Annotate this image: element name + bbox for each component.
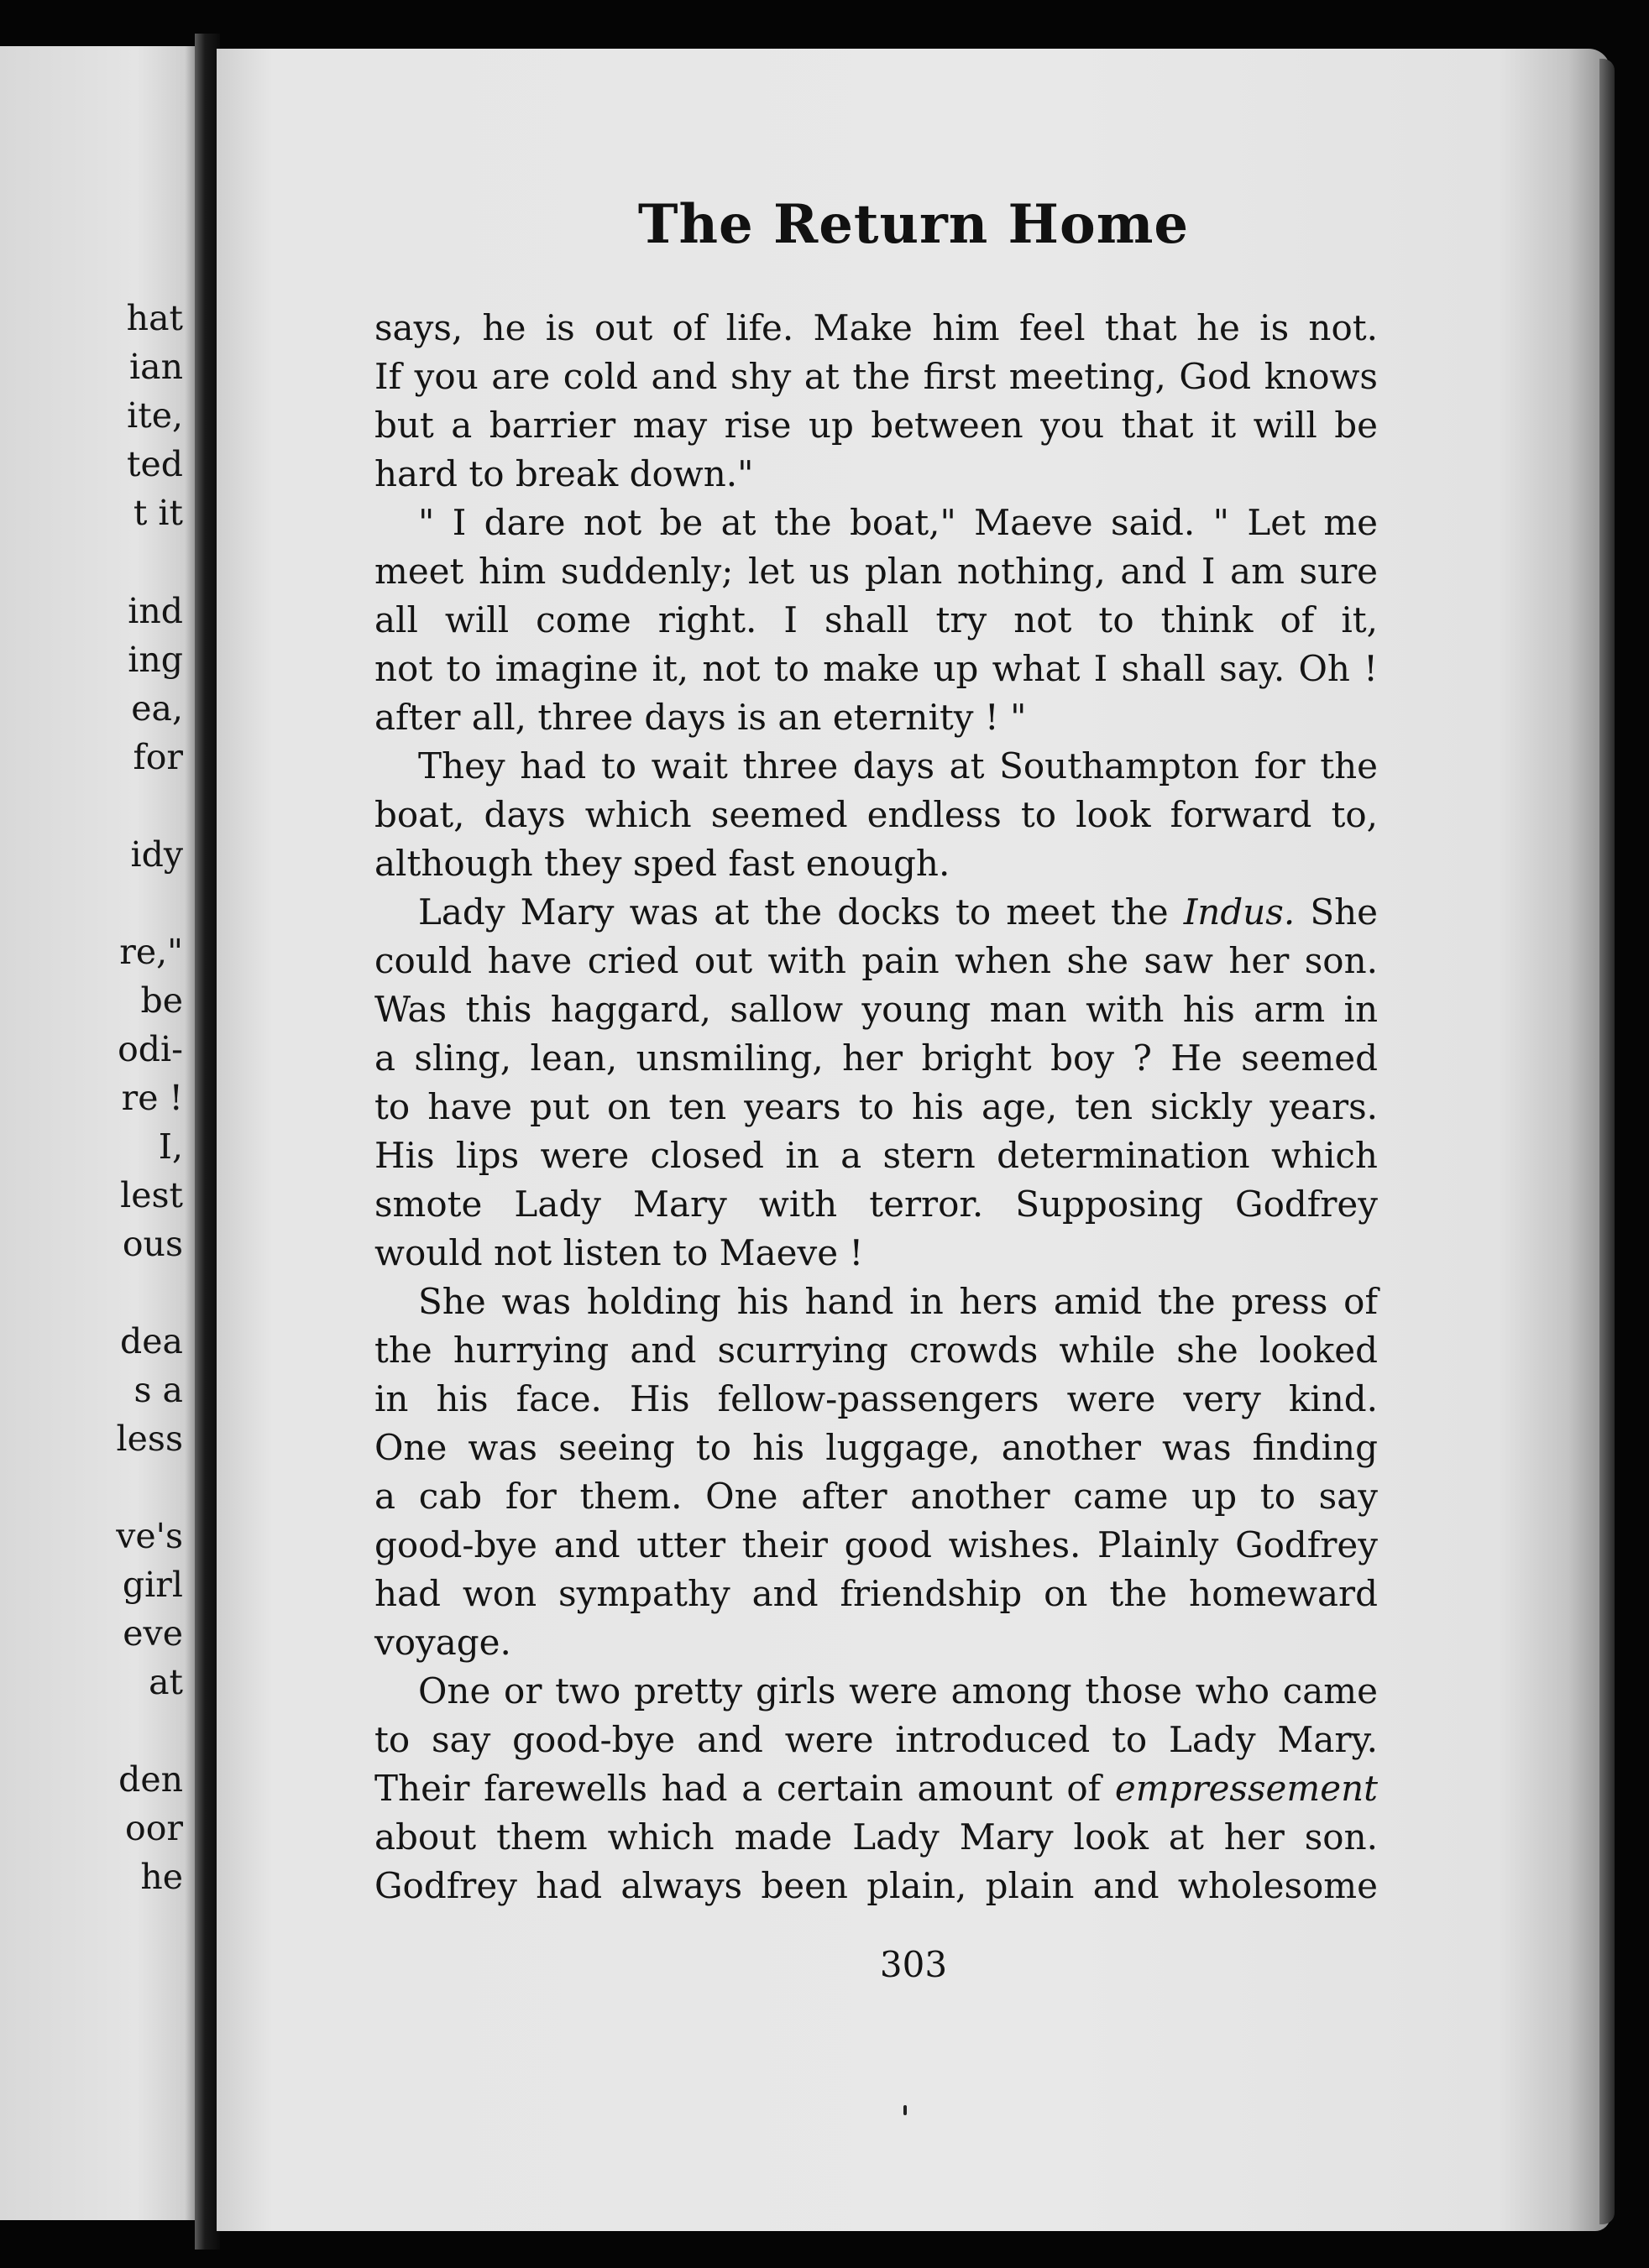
text-segment: Lady Mary was at the docks to meet the [418,891,1184,933]
text-line: although they sped fast enough. [374,843,950,884]
left-page-fragment: be [140,980,183,1021]
body-text [374,304,1378,1910]
text-line: would not listen to Maeve ! [374,1232,864,1273]
text-line: Godfrey had always been plain, plain and wholesome [374,1865,1378,1906]
text-line-with-italic [374,1764,1378,1813]
left-page-fragment: at [149,1662,183,1702]
text-line: One or two pretty girls were among those who came [418,1670,1378,1711]
text-line: says, he is out of life. Make him feel that he is not. [374,307,1378,348]
text-line: could have cried out with pain when she saw her son. [374,940,1378,981]
left-page-fragment: t it [133,493,183,533]
text-segment: Their farewells had a certain amount of [374,1768,1115,1809]
left-page-fragment: ous [122,1224,183,1264]
left-page-fragment: dea [120,1321,183,1361]
text-line: If you are cold and shy at the first meeting, God knows [374,356,1378,397]
text-line: to have put on ten years to his age, ten sickly years. [374,1086,1378,1127]
text-line: voyage. [374,1622,511,1663]
text-line: His lips were closed in a stern determination which [374,1135,1378,1176]
text-segment: She [1295,891,1378,933]
text-line: but a barrier may rise up between you that it will be [374,405,1378,446]
left-page-fragment: ind [128,591,183,631]
text-line: all will come right. I shall try not to think of it, [374,599,1378,640]
left-page-fragment: s a [133,1370,183,1410]
text-line: One was seeing to his luggage, another was finding [374,1427,1378,1468]
left-page-fragment: ve's [116,1516,183,1556]
text-line: hard to break down." [374,453,754,494]
text-line: " I dare not be at the boat," Maeve said. " Let me [418,502,1378,543]
text-line: She was holding his hand in hers amid the press of [418,1281,1378,1322]
text-line: meet him suddenly; let us plan nothing, and I am sure [374,551,1378,592]
text-line: They had to wait three days at Southampton for the [418,745,1378,786]
left-page-fragment: odi- [118,1029,183,1069]
text-line: to say good-bye and were introduced to Lady Mary. [374,1719,1378,1760]
left-page-fragment: ian [129,347,183,387]
text-line: boat, days which seemed endless to look forward to, [374,794,1378,835]
left-page-fragment: for [133,737,183,777]
left-page-fragment: ea, [131,688,183,729]
left-page-fragment: eve [123,1613,183,1654]
text-line: good-bye and utter their good wishes. Plainly Godfrey [374,1524,1378,1565]
text-line-with-italic [374,888,1378,937]
running-head: The Return Home [637,193,1190,256]
text-line: about them which made Lady Mary look at her son. [374,1816,1378,1858]
french-word-italic: empressement [1114,1768,1378,1809]
left-page-fragment: re," [119,932,183,972]
left-page-fragment: I, [158,1126,183,1167]
left-page-fragment: hat [126,298,183,338]
text-line: the hurrying and scurrying crowds while she looked [374,1330,1378,1371]
left-page-fragment: idy [130,834,183,875]
scan-speck [903,2105,907,2115]
left-page-fragment: ted [127,444,183,484]
ship-name-italic: Indus. [1183,891,1296,933]
left-page-fragment: girl [122,1565,183,1605]
left-page-fragment: oor [125,1808,183,1848]
page-edge [1599,59,1615,2224]
left-page-fragment: ing [128,640,183,680]
text-line: after all, three days is an eternity ! " [374,697,1027,738]
page-number: 303 [879,1944,948,1985]
facing-page-left [0,46,195,2220]
left-page-fragment: lest [120,1175,183,1215]
text-line: a cab for them. One after another came up to say [374,1476,1378,1517]
text-line: smote Lady Mary with terror. Supposing Godfrey [374,1184,1378,1225]
left-page-fragment: den [118,1759,183,1800]
left-page-fragment: re ! [121,1078,183,1118]
text-line: a sling, lean, unsmiling, her bright boy ? He seemed [374,1037,1378,1079]
text-line: in his face. His fellow-passengers were very kind. [374,1378,1378,1419]
left-page-fragment: ite, [127,395,183,436]
text-line: had won sympathy and friendship on the homeward [374,1573,1378,1614]
left-page-fragment: less [116,1419,183,1459]
text-line: Was this haggard, sallow young man with his arm in [374,989,1378,1030]
text-line: not to imagine it, not to make up what I shall say. Oh ! [374,648,1378,689]
left-page-fragment: he [140,1857,183,1897]
